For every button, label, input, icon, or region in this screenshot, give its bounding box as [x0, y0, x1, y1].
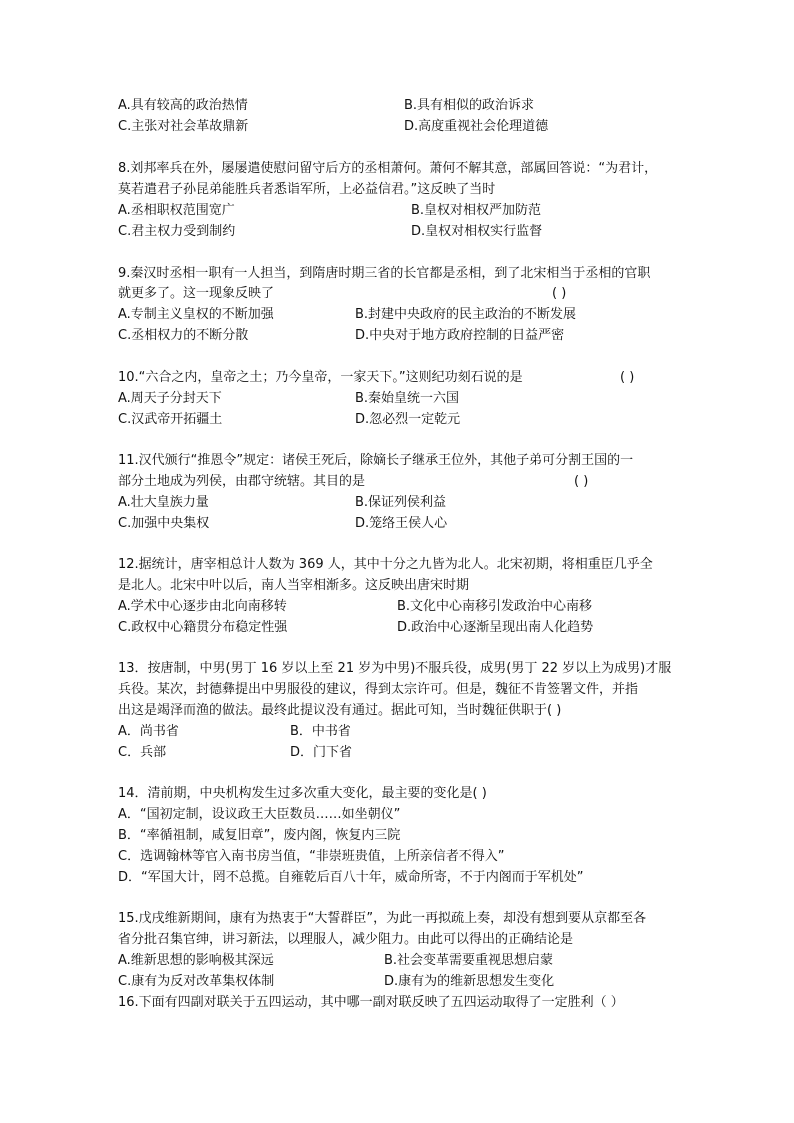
q13-stem-line-2: 兵役。某次，封德彝提出中男服役的建议，得到太宗许可。但是，魏征不肯签署文件，并指: [118, 682, 639, 697]
q9-option-a: A.专制主义皇权的不断加强: [118, 307, 274, 322]
q9-answer-paren: ( ): [552, 286, 567, 301]
q8-option-c: C.君主权力受到制约: [118, 224, 236, 239]
q11-stem-line-2: 部分土地成为列侯，由郡守统辖。其目的是: [118, 474, 366, 489]
q14-option-d: D．“军国大计，罔不总揽。自雍乾后百八十年，威命所寄，不于内阁而于军机处”: [118, 870, 584, 885]
q14-option-b: B．“率循祖制，咸复旧章”，废内阁，恢复内三院: [118, 828, 401, 843]
q13-option-d: D．门下省: [290, 745, 353, 760]
q10-option-d: D.忽必烈一定乾元: [355, 412, 461, 427]
q8-stem-line-1: 8.刘邦率兵在外，屡屡遣使慰问留守后方的丞相萧何。萧何不解其意，部属回答说：“为君计，: [118, 161, 658, 176]
q7-option-d: D.高度重视社会伦理道德: [404, 119, 549, 134]
q10-answer-paren: ( ): [620, 370, 635, 385]
q9-stem-line-2: 就更多了。这一现象反映了: [118, 286, 275, 301]
q12-option-a: A.学术中心逐步由北向南移转: [118, 599, 287, 614]
q12-stem-line-2: 是北人。北宋中叶以后，南人当宰相渐多。这反映出唐宋时期: [118, 578, 470, 593]
q7-option-a: A.具有较高的政治热情: [118, 98, 248, 113]
q11-option-d: D.笼络王侯人心: [355, 516, 448, 531]
q7-option-c: C.主张对社会革故鼎新: [118, 119, 249, 134]
q13-option-a: A．尚书省: [118, 724, 179, 739]
q14-stem-line-1: 14．清前期，中央机构发生过多次重大变化，最主要的变化是( ): [118, 786, 487, 801]
q12-stem-line-1: 12.据统计，唐宰相总计人数为 369 人，其中十分之九皆为北人。北宋初期，将相重臣几乎全: [118, 557, 653, 572]
q13-stem-line-3: 出这是竭泽而渔的做法。最终此提议没有通过。据此可知，当时魏征供职于( ): [118, 703, 562, 718]
q12-option-b: B.文化中心南移引发政治中心南移: [397, 599, 593, 614]
q8-option-b: B.皇权对相权严加防范: [411, 203, 542, 218]
q8-stem-line-2: 莫若遣君子孙昆弟能胜兵者悉诣军所，上必益信君。”这反映了当时: [118, 182, 496, 197]
q15-option-d: D.康有为的维新思想发生变化: [384, 974, 555, 989]
q8-option-a: A.丞相职权范围宽广: [118, 203, 235, 218]
q9-option-c: C.丞相权力的不断分散: [118, 328, 249, 343]
q13-option-b: B．中书省: [290, 724, 351, 739]
q11-answer-paren: ( ): [574, 474, 589, 489]
q14-option-a: A．“国初定制，设议政王大臣数员……如坐朝仪”: [118, 807, 401, 822]
q10-stem-line-1: 10.“六合之内，皇帝之土；乃今皇帝，一家天下。”这则纪功刻石说的是: [118, 370, 523, 385]
q16-stem-line-1: 16.下面有四副对联关于五四运动，其中哪一副对联反映了五四运动取得了一定胜利（ ）: [118, 995, 624, 1010]
q7-option-b: B.具有相似的政治诉求: [404, 98, 535, 113]
q11-option-c: C.加强中央集权: [118, 516, 210, 531]
q9-option-d: D.中央对于地方政府控制的日益严密: [355, 328, 565, 343]
q11-option-a: A.壮大皇族力量: [118, 495, 209, 510]
q12-option-d: D.政治中心逐渐呈现出南人化趋势: [397, 620, 594, 635]
q15-option-a: A.维新思想的影响极其深远: [118, 953, 274, 968]
q9-option-b: B.封建中央政府的民主政治的不断发展: [355, 307, 577, 322]
q12-option-c: C.政权中心籍贯分布稳定性强: [118, 620, 288, 635]
q10-option-b: B.秦始皇统一六国: [355, 391, 460, 406]
q15-option-b: B.社会变革需要重视思想启蒙: [384, 953, 554, 968]
q10-option-a: A.周天子分封天下: [118, 391, 222, 406]
q11-option-b: B.保证列侯利益: [355, 495, 447, 510]
q14-option-c: C．选调翰林等官入南书房当值，“非崇班贵值，上所亲信者不得入”: [118, 849, 505, 864]
q13-option-c: C．兵部: [118, 745, 167, 760]
q11-stem-line-1: 11.汉代颁行“推恩令”规定：诸侯王死后，除嫡长子继承王位外，其他子弟可分割王国的一: [118, 453, 634, 468]
q13-stem-line-1: 13．按唐制，中男(男丁 16 岁以上至 21 岁为中男)不服兵役，成男(男丁 22 岁以上为成男)才服: [118, 661, 672, 676]
q15-option-c: C.康有为反对改革集权体制: [118, 974, 275, 989]
q9-stem-line-1: 9.秦汉时丞相一职有一人担当，到隋唐时期三省的长官都是丞相，到了北宋相当于丞相的官职: [118, 266, 651, 281]
q8-option-d: D.皇权对相权实行监督: [411, 224, 543, 239]
q15-stem-line-1: 15.戊戌维新期间，康有为热衷于“大誓群臣”，为此一再拟疏上奏，却没有想到要从京都至各: [118, 911, 647, 926]
q10-option-c: C.汉武帝开拓疆土: [118, 412, 223, 427]
q15-stem-line-2: 省分批召集官绅，讲习新法，以理服人，减少阻力。由此可以得出的正确结论是: [118, 932, 574, 947]
